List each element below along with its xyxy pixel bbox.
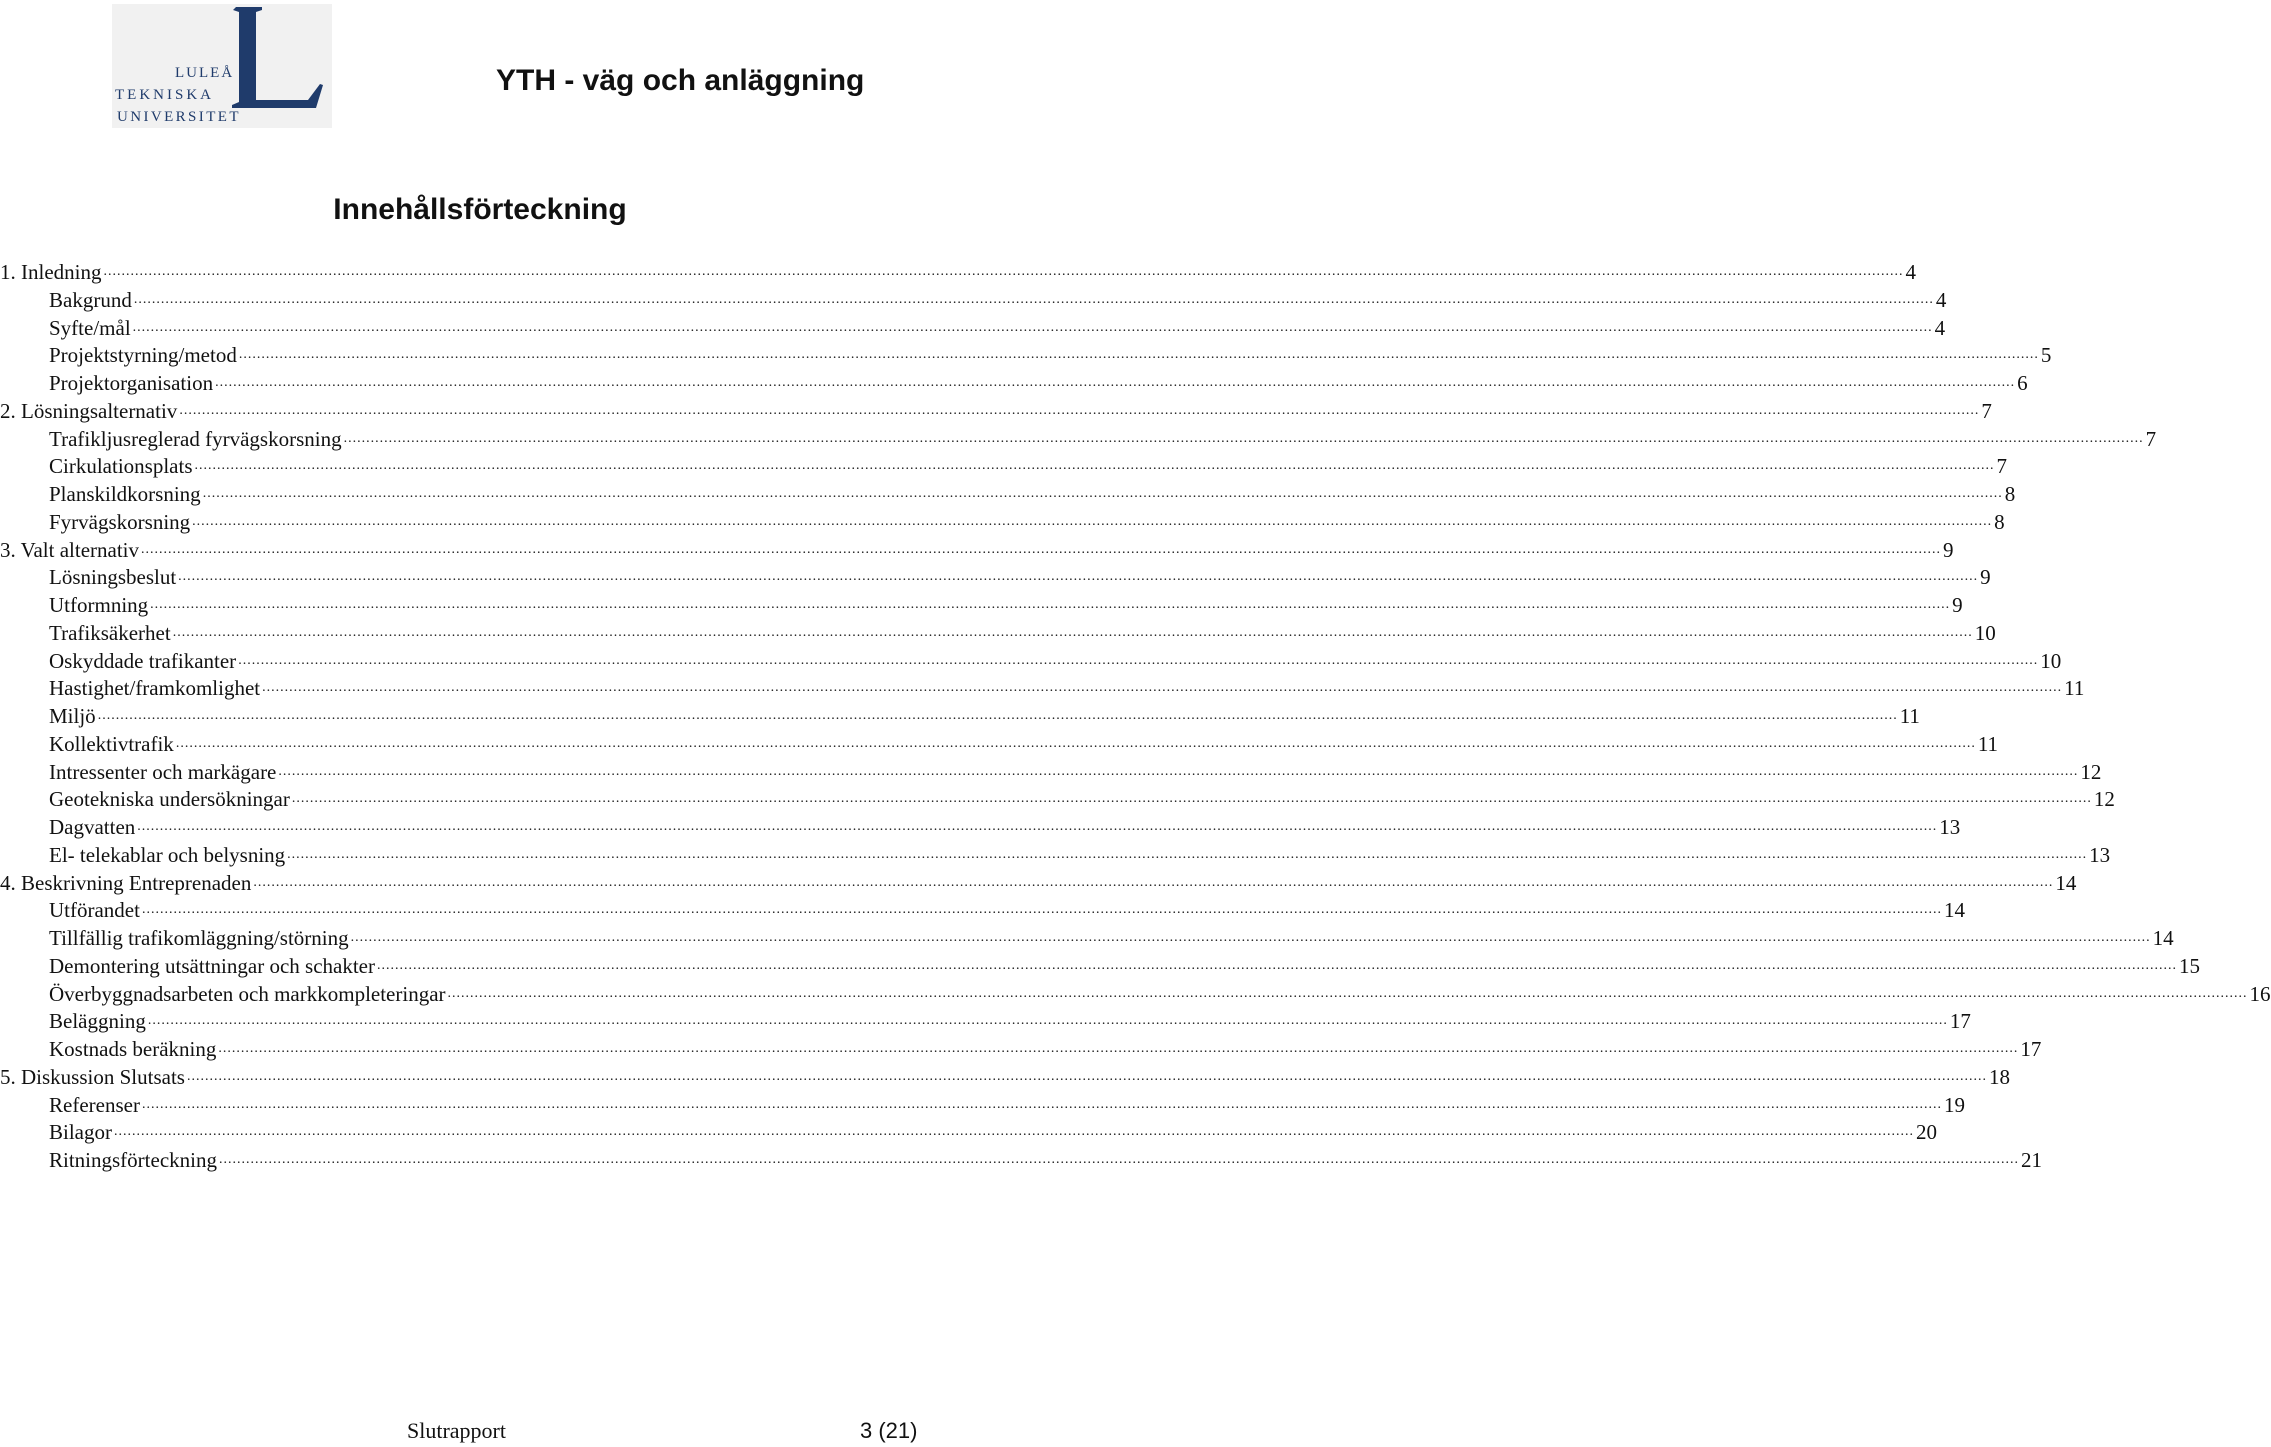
toc-entry-title: Kollektivtrafik [49, 731, 174, 756]
toc-entry-title: Hastighet/framkomlighet [49, 676, 261, 701]
toc-entry-page: 9 [1952, 593, 1963, 617]
toc-entry[interactable] [49, 674, 2085, 702]
toc-entry-title: 5. Diskussion Slutsats [0, 1064, 185, 1089]
toc-entry[interactable] [49, 841, 2111, 869]
toc-entry-title: 3. Valt alternativ [0, 537, 139, 562]
toc-dot-leader: ................................................................................................................................................................................................................................................................................................................................................................................................................ [132, 319, 1933, 335]
toc-dot-leader: ................................................................................................................................................................................................................................................................................................................................................................................................................ [218, 1152, 2019, 1167]
toc-dot-leader: ................................................................................................................................................................................................................................................................................................................................................................................................................ [238, 347, 2039, 363]
toc-entry-title: Dagvatten [49, 815, 136, 839]
toc-entry-page: 8 [1994, 509, 2005, 534]
toc-entry-page: 12 [2080, 759, 2102, 784]
toc-entry[interactable] [49, 591, 1963, 619]
toc-entry-page: 12 [2093, 787, 2115, 812]
toc-entry[interactable] [49, 647, 2062, 675]
toc-entry[interactable] [49, 924, 2174, 952]
toc-entry-title: Projektorganisation [49, 371, 214, 395]
footer-page-number: 3 (21) [860, 1418, 918, 1443]
page-header-title: YTH - väg och anläggning [496, 64, 865, 97]
toc-entry[interactable] [49, 452, 2007, 480]
toc-entry[interactable] [49, 813, 1961, 841]
toc-entry-page: 5 [2040, 343, 2052, 368]
toc-entry[interactable] [49, 785, 2115, 813]
toc-entry-title: Planskildkorsning [49, 482, 201, 506]
toc-entry-title: Bakgrund [49, 287, 132, 312]
toc-entry-title: Överbyggnadsarbeten och markkompleteringar [49, 981, 446, 1006]
toc-dot-leader: ................................................................................................................................................................................................................................................................................................................................................................................................................ [133, 291, 1934, 307]
toc-entry-page: 17 [2020, 1037, 2042, 1061]
toc-entry-title: El- telekablar och belysning [49, 842, 286, 867]
toc-entry-title: Projektstyrning/metod [49, 343, 237, 368]
toc-entry-page: 9 [1943, 537, 1954, 562]
toc-dot-leader: ................................................................................................................................................................................................................................................................................................................................................................................................................ [350, 930, 2151, 945]
toc-entry-page: 21 [2020, 1148, 2042, 1172]
toc-entry-page: 9 [1980, 565, 1991, 590]
toc-entry-title: Fyrvägskorsning [49, 509, 191, 534]
toc-entry[interactable] [49, 286, 1947, 314]
toc-dot-leader: ................................................................................................................................................................................................................................................................................................................................................................................................................ [179, 402, 1980, 418]
university-logo [112, 4, 332, 128]
toc-dot-leader: ................................................................................................................................................................................................................................................................................................................................................................................................................ [192, 513, 1993, 529]
toc-entry-page: 6 [2017, 371, 2028, 395]
toc-entry-page: 4 [1934, 315, 1946, 340]
toc-dot-leader: ................................................................................................................................................................................................................................................................................................................................................................................................................ [287, 846, 2088, 862]
logo-line3: UNIVERSITET [117, 109, 241, 125]
toc-entry-title: Trafikljusreglerad fyrvägskorsning [49, 426, 342, 451]
toc-entry-page: 10 [1974, 620, 1996, 645]
toc-dot-leader: ................................................................................................................................................................................................................................................................................................................................................................................................................ [253, 874, 2054, 890]
toc-dot-leader: ................................................................................................................................................................................................................................................................................................................................................................................................................ [175, 735, 1976, 751]
toc-dot-leader: ................................................................................................................................................................................................................................................................................................................................................................................................................ [141, 541, 1941, 557]
toc-entry-title: Referenser [49, 1092, 140, 1117]
toc-entry-page: 19 [1943, 1092, 1965, 1117]
toc-dot-leader: ................................................................................................................................................................................................................................................................................................................................................................................................................ [103, 264, 1904, 279]
toc-entry-page: 4 [1905, 260, 1916, 284]
toc-entry[interactable] [49, 619, 1996, 647]
logo-l-mark [232, 7, 323, 108]
logo-line1: LULEÅ [175, 65, 235, 81]
toc-entry[interactable] [49, 758, 2102, 786]
toc-entry[interactable] [49, 702, 1920, 730]
toc-entry-title: 1. Inledning [0, 260, 102, 284]
toc-entry-title: Intressenter och markägare [49, 759, 277, 784]
toc-entry-page: 8 [2004, 482, 2016, 506]
toc-dot-leader: ................................................................................................................................................................................................................................................................................................................................................................................................................ [97, 708, 1898, 723]
toc-entry-page: 7 [2145, 426, 2157, 451]
toc-dot-leader: ................................................................................................................................................................................................................................................................................................................................................................................................................ [218, 1041, 2019, 1056]
toc-dot-leader: ................................................................................................................................................................................................................................................................................................................................................................................................................ [215, 375, 2016, 390]
footer-label: Slutrapport [407, 1418, 506, 1443]
toc-entry-title: Miljö [49, 704, 96, 728]
toc-dot-leader: ................................................................................................................................................................................................................................................................................................................................................................................................................ [291, 791, 2092, 807]
logo-line2: TEKNISKA [115, 87, 214, 103]
toc-dot-leader: ................................................................................................................................................................................................................................................................................................................................................................................................................ [141, 1096, 1942, 1112]
toc-entry[interactable] [0, 1063, 2010, 1091]
toc-entry-page: 13 [1939, 815, 1961, 839]
toc-entry[interactable] [49, 1091, 1965, 1119]
toc-entry[interactable] [49, 508, 2005, 536]
toc-entry-title: Kostnads beräkning [49, 1037, 217, 1061]
toc-dot-leader: ................................................................................................................................................................................................................................................................................................................................................................................................................ [137, 819, 1938, 834]
toc-entry[interactable] [0, 869, 2077, 897]
toc-dot-leader: ................................................................................................................................................................................................................................................................................................................................................................................................................ [194, 458, 1995, 474]
toc-entry-title: Oskyddade trafikanter [49, 648, 237, 673]
toc-entry-page: 11 [1899, 704, 1920, 728]
toc-dot-leader: ................................................................................................................................................................................................................................................................................................................................................................................................................ [141, 902, 1942, 918]
toc-heading: Innehållsförteckning [333, 193, 627, 226]
toc-entry[interactable] [49, 1035, 2042, 1063]
toc-dot-leader: ................................................................................................................................................................................................................................................................................................................................................................................................................ [202, 486, 2003, 501]
toc-entry[interactable] [49, 369, 2028, 397]
toc-entry-title: Ritningsförteckning [49, 1148, 217, 1172]
toc-dot-leader: ................................................................................................................................................................................................................................................................................................................................................................................................................ [238, 652, 2039, 668]
toc-entry-title: Utformning [49, 593, 149, 617]
toc-entry[interactable] [49, 425, 2157, 453]
toc-entry-title: Utförandet [49, 898, 140, 923]
toc-entry[interactable] [49, 1146, 2042, 1174]
toc-entry-page: 4 [1935, 287, 1947, 312]
toc-entry[interactable] [49, 480, 2016, 508]
toc-entry-page: 18 [1988, 1064, 2010, 1089]
toc-entry-page: 11 [2064, 676, 2085, 701]
toc-dot-leader: ................................................................................................................................................................................................................................................................................................................................................................................................................ [178, 569, 1979, 585]
toc-entry-page: 14 [1943, 898, 1965, 923]
toc-entry[interactable] [49, 314, 1946, 342]
luleå-logo-icon [112, 4, 332, 128]
toc-entry[interactable] [49, 1007, 1971, 1035]
toc-dot-leader: ................................................................................................................................................................................................................................................................................................................................................................................................................ [343, 430, 2144, 446]
toc-entry[interactable] [0, 536, 1954, 564]
toc-entry[interactable] [49, 1118, 1937, 1146]
toc-entry-page: 16 [2249, 981, 2271, 1006]
toc-entry-page: 14 [2055, 870, 2077, 895]
toc-dot-leader: ................................................................................................................................................................................................................................................................................................................................................................................................................ [262, 680, 2063, 696]
toc-entry-title: Lösningsbeslut [49, 565, 177, 590]
toc-entry-title: Demontering utsättningar och schakter [49, 953, 375, 978]
toc-dot-leader: ................................................................................................................................................................................................................................................................................................................................................................................................................ [114, 1124, 1914, 1140]
toc-entry-page: 7 [1981, 398, 1992, 423]
toc-entry-title: Tillfällig trafikomläggning/störning [49, 926, 349, 950]
toc-entry-title: 2. Lösningsalternativ [0, 398, 178, 423]
toc-entry-title: 4. Beskrivning Entreprenaden [0, 870, 252, 895]
toc-entry-page: 17 [1949, 1009, 1971, 1034]
toc-entry[interactable] [0, 258, 1916, 286]
toc-dot-leader: ................................................................................................................................................................................................................................................................................................................................................................................................................ [186, 1068, 1987, 1084]
toc-entry[interactable] [49, 563, 1991, 591]
toc-entry-title: Bilagor [49, 1120, 112, 1145]
toc-entry-title: Syfte/mål [49, 315, 131, 340]
toc-entry-page: 15 [2178, 953, 2200, 978]
toc-dot-leader: ................................................................................................................................................................................................................................................................................................................................................................................................................ [278, 763, 2079, 779]
toc-entry-title: Geotekniska undersökningar [49, 787, 290, 812]
toc-dot-leader: ................................................................................................................................................................................................................................................................................................................................................................................................................ [150, 597, 1951, 612]
toc-dot-leader: ................................................................................................................................................................................................................................................................................................................................................................................................................ [147, 1013, 1948, 1029]
toc-dot-leader: ................................................................................................................................................................................................................................................................................................................................................................................................................ [447, 985, 2248, 1001]
toc-entry[interactable] [49, 896, 1965, 924]
toc-entry[interactable] [49, 980, 2271, 1008]
toc-entry[interactable] [0, 397, 1992, 425]
toc-entry[interactable] [49, 730, 1999, 758]
toc-entry-page: 7 [1996, 454, 2007, 479]
toc-entry-page: 10 [2040, 648, 2062, 673]
toc-entry-page: 20 [1916, 1120, 1937, 1145]
toc-entry[interactable] [49, 952, 2200, 980]
toc-dot-leader: ................................................................................................................................................................................................................................................................................................................................................................................................................ [172, 624, 1973, 640]
toc-entry-title: Trafiksäkerhet [49, 620, 171, 645]
toc-entry-page: 11 [1977, 731, 1999, 756]
toc-entry[interactable] [49, 341, 2052, 369]
toc-entry-title: Cirkulationsplats [49, 454, 193, 479]
toc-entry-page: 13 [2089, 842, 2111, 867]
toc-entry-title: Beläggning [49, 1009, 146, 1034]
toc-dot-leader: ................................................................................................................................................................................................................................................................................................................................................................................................................ [376, 957, 2177, 973]
toc-entry-page: 14 [2152, 926, 2174, 950]
